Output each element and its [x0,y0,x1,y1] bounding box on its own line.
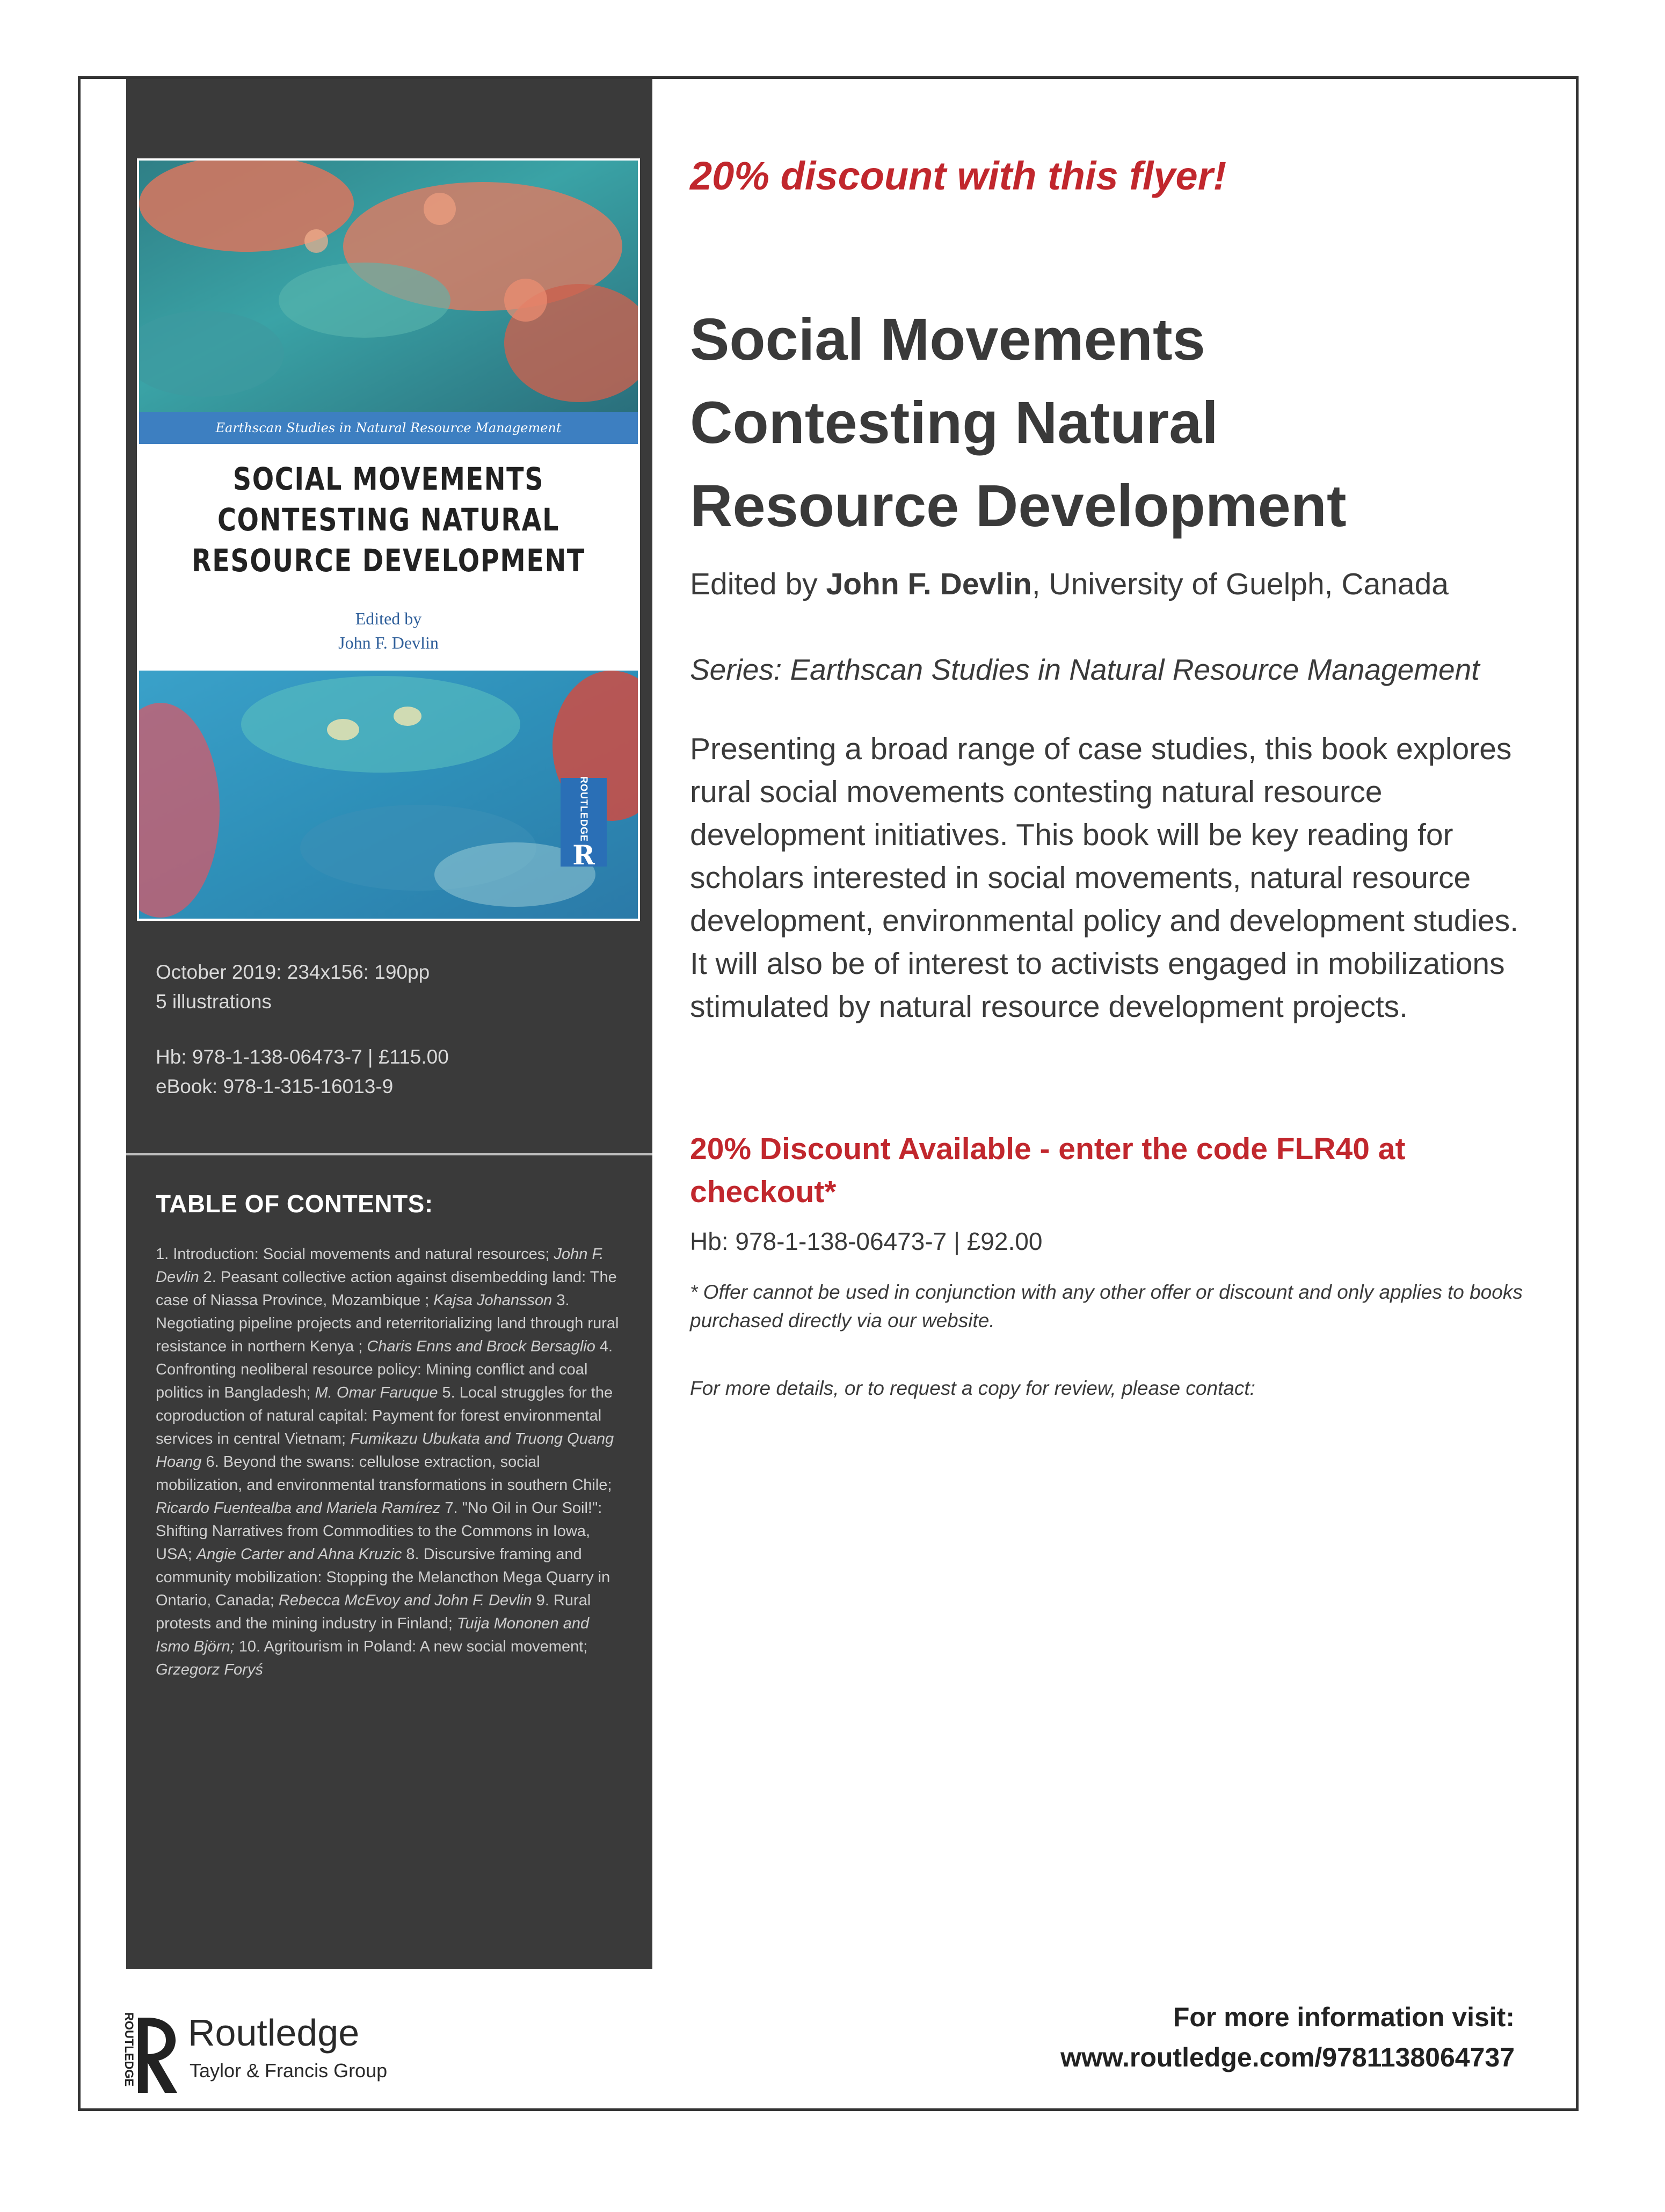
logo-subtitle: Taylor & Francis Group [190,2060,388,2082]
series-line: Series: Earthscan Studies in Natural Resource Management [690,653,1480,686]
toc-heading: TABLE OF CONTENTS: [156,1190,433,1218]
cover-artwork-top [139,161,638,412]
cover-title: SOCIAL MOVEMENTS CONTESTING NATURAL RESOURCE DEVELOPMENT [191,461,586,579]
hardback-isbn-price: Hb: 978-1-138-06473-7 | £115.00 [156,1046,449,1068]
cover-editor: John F. Devlin [338,633,439,652]
cover-series-band: Earthscan Studies in Natural Resource Management [139,412,638,444]
illustrations-count: 5 illustrations [156,991,272,1013]
publication-info: October 2019: 234x156: 190pp [156,961,430,983]
routledge-logo [115,2007,416,2098]
svg-text:ROUTLEDGE: ROUTLEDGE [122,2012,136,2087]
sidebar-divider [126,1153,652,1155]
discount-banner: 20% discount with this flyer! [690,154,1227,198]
routledge-logo-icon [115,2007,185,2098]
book-cover [137,158,640,921]
editor-line: Edited by John F. Devlin, University of Guelph, Canada [690,567,1449,601]
ebook-isbn: eBook: 978-1-315-16013-9 [156,1075,394,1097]
more-info-label: For more information visit: [1173,2002,1515,2032]
book-title: Social Movements Contesting Natural Resource Development [690,307,1347,539]
cover-routledge-badge: ROUTLEDGE R [561,778,607,867]
book-description: Presenting a broad range of case studies, this book explores rural social movements contesting natural resource development initiatives. This book will be key reading for scholars interested in social movements, natural resource development, environmental policy and development studies. It will also be of interest to activists engaged in mobilizations stimulated by natural resource development projects. [690,732,1519,1024]
more-info [1060,1997,1515,2078]
more-info-url[interactable]: www.routledge.com/9781138064737 [1060,2042,1515,2072]
offer-note: * Offer cannot be used in conjunction with any other offer or discount and only applies to books purchased directly via our website. [690,1281,1523,1331]
toc-body: 1. Introduction: Social movements and natural resources; John F. Devlin 2. Peasant collective action against disembedding land: The case of Niassa Province, Mozambique ; Kajsa Johansson 3. Negotiating pipeline projects and reterritorializing land through rural resistance in northern Kenya ; Charis Enns and Brock Bersaglio 4. Confronting neoliberal resource policy: Mining conflict and coal politics in Bangladesh; M. Omar Faruque 5. Local struggles for the coproduction of natural capital: Payment for forest environmental services in central Vietnam; Fumikazu Ubukata and Truong Quang Hoang 6. Beyond the swans: cellulose extraction, social mobilization, and environmental transformations in southern Chile; Ricardo Fuentealba and Mariela Ramírez 7. "No Oil in Our Soil!": Shifting Narratives from Commodities to the Commons in Iowa, USA; Angie Carter and Ahna Kruzic 8. Discursive framing and community mobilization: Stopping the Melancthon Mega Quarry in Ontario, Canada; Rebecca McEvoy and John F. Devlin 9. Rural protests and the mining industry in Finland; Tuija Mononen and Ismo Björn; 10. Agritourism in Poland: A new social movement; Grzegorz Foryś [156,1246,619,1678]
logo-name: Routledge [188,2012,360,2054]
discount-code-heading: 20% Discount Available - enter the code FLR40 at checkout* [690,1132,1406,1209]
contact-line: For more details, or to request a copy for review, please contact: [690,1377,1255,1399]
cover-edited-by: Edited by [355,609,422,628]
discounted-price: Hb: 978-1-138-06473-7 | £92.00 [690,1227,1043,1255]
